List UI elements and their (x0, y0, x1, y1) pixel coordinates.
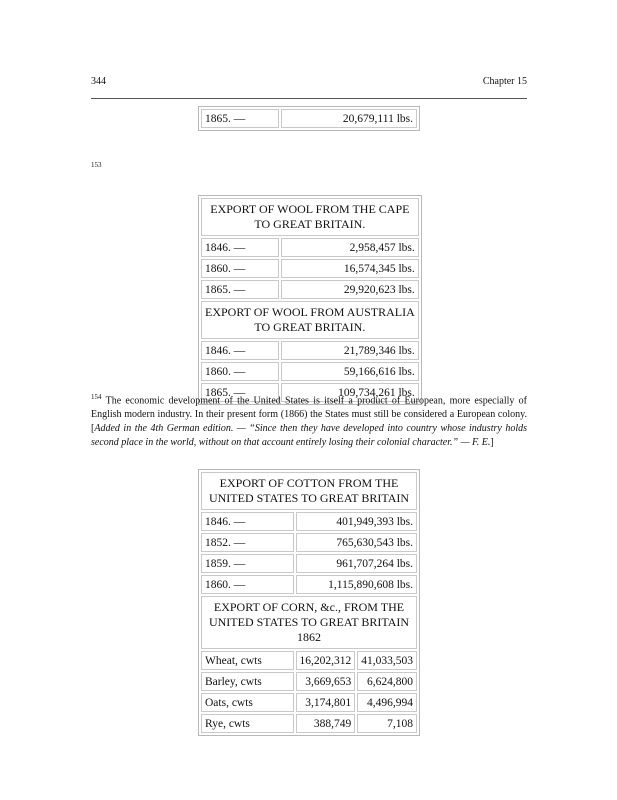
year-cell: 1846. — (201, 341, 279, 360)
year-cell: 1865. — (201, 109, 279, 128)
value-cell: 29,920,623 lbs. (281, 280, 419, 299)
value-cell: 41,033,503 (357, 651, 417, 670)
value-cell: 1,115,890,608 lbs. (296, 575, 418, 594)
value-cell: 21,789,346 lbs. (281, 341, 419, 360)
value-cell: 16,202,312 (296, 651, 356, 670)
value-cell: 6,624,800 (357, 672, 417, 691)
table-continued (198, 106, 420, 131)
table-header-row (201, 301, 419, 339)
year-cell: 1860. — (201, 362, 279, 381)
table-row (201, 575, 417, 594)
value-cell: 3,669,653 (296, 672, 356, 691)
table-header-row (201, 198, 419, 236)
footnote-marker-153: 153 (91, 161, 102, 169)
table-row (201, 693, 417, 712)
chapter-title: Chapter 15 (482, 76, 527, 87)
table-row (201, 109, 417, 128)
table-row (201, 533, 417, 552)
corn-table-title: EXPORT OF CORN, &c., FROM THE UNITED STATES TO GREAT BRITAIN 1862 (201, 596, 417, 649)
page-number: 344 (91, 76, 106, 87)
table-row (201, 280, 419, 299)
value-cell: 7,108 (357, 714, 417, 733)
year-cell: 1846. — (201, 238, 279, 257)
table-header-row (201, 472, 417, 510)
value-cell: 4,496,994 (357, 693, 417, 712)
table-row (201, 554, 417, 573)
table-row (201, 362, 419, 381)
grain-label: Barley, cwts (201, 672, 294, 691)
value-cell: 59,166,616 lbs. (281, 362, 419, 381)
footnote-italic-text: Added in the 4th German edition. — “Since then they have developed into country whose industry holds second place in the world, without on that account entirely losing their colonial character.” — F. E. (91, 423, 527, 449)
value-cell: 388,749 (296, 714, 356, 733)
footnote-154 (91, 390, 527, 450)
value-cell: 2,958,457 lbs. (281, 238, 419, 257)
value-cell: 109,734,261 lbs. (281, 383, 419, 402)
value-cell: 765,630,543 lbs. (296, 533, 418, 552)
grain-label: Rye, cwts (201, 714, 294, 733)
year-cell: 1865. — (201, 383, 279, 402)
cape-table-title: EXPORT OF WOOL FROM THE CAPE TO GREAT BRITAIN. (201, 198, 419, 236)
table-row (201, 672, 417, 691)
value-cell: 16,574,345 lbs. (281, 259, 419, 278)
footnote-text: The economic development of the United States is itself a product of European, more especially of English modern industry. In their present form (1866) the States must still be considered a European colony. [ (91, 395, 527, 435)
table-row (201, 714, 417, 733)
table-row (201, 238, 419, 257)
grain-label: Wheat, cwts (201, 651, 294, 670)
us-export-table (198, 469, 420, 736)
table-row (201, 341, 419, 360)
value-cell: 961,707,264 lbs. (296, 554, 418, 573)
cotton-table-title: EXPORT OF COTTON FROM THE UNITED STATES TO GREAT BRITAIN (201, 472, 417, 510)
value-cell: 3,174,801 (296, 693, 356, 712)
table-row (201, 259, 419, 278)
year-cell: 1859. — (201, 554, 294, 573)
value-cell: 20,679,111 lbs. (281, 109, 417, 128)
year-cell: 1860. — (201, 259, 279, 278)
australia-table-title: EXPORT OF WOOL FROM AUSTRALIA TO GREAT BRITAIN. (201, 301, 419, 339)
year-cell: 1852. — (201, 533, 294, 552)
table-header-row (201, 596, 417, 649)
header-rule (91, 98, 527, 99)
footnote-number: 154 (91, 393, 102, 401)
grain-label: Oats, cwts (201, 693, 294, 712)
wool-export-table (198, 195, 422, 405)
table-row (201, 651, 417, 670)
value-cell: 401,949,393 lbs. (296, 512, 418, 531)
year-cell: 1860. — (201, 575, 294, 594)
footnote-close: ] (490, 437, 494, 449)
year-cell: 1865. — (201, 280, 279, 299)
year-cell: 1846. — (201, 512, 294, 531)
table-row (201, 512, 417, 531)
